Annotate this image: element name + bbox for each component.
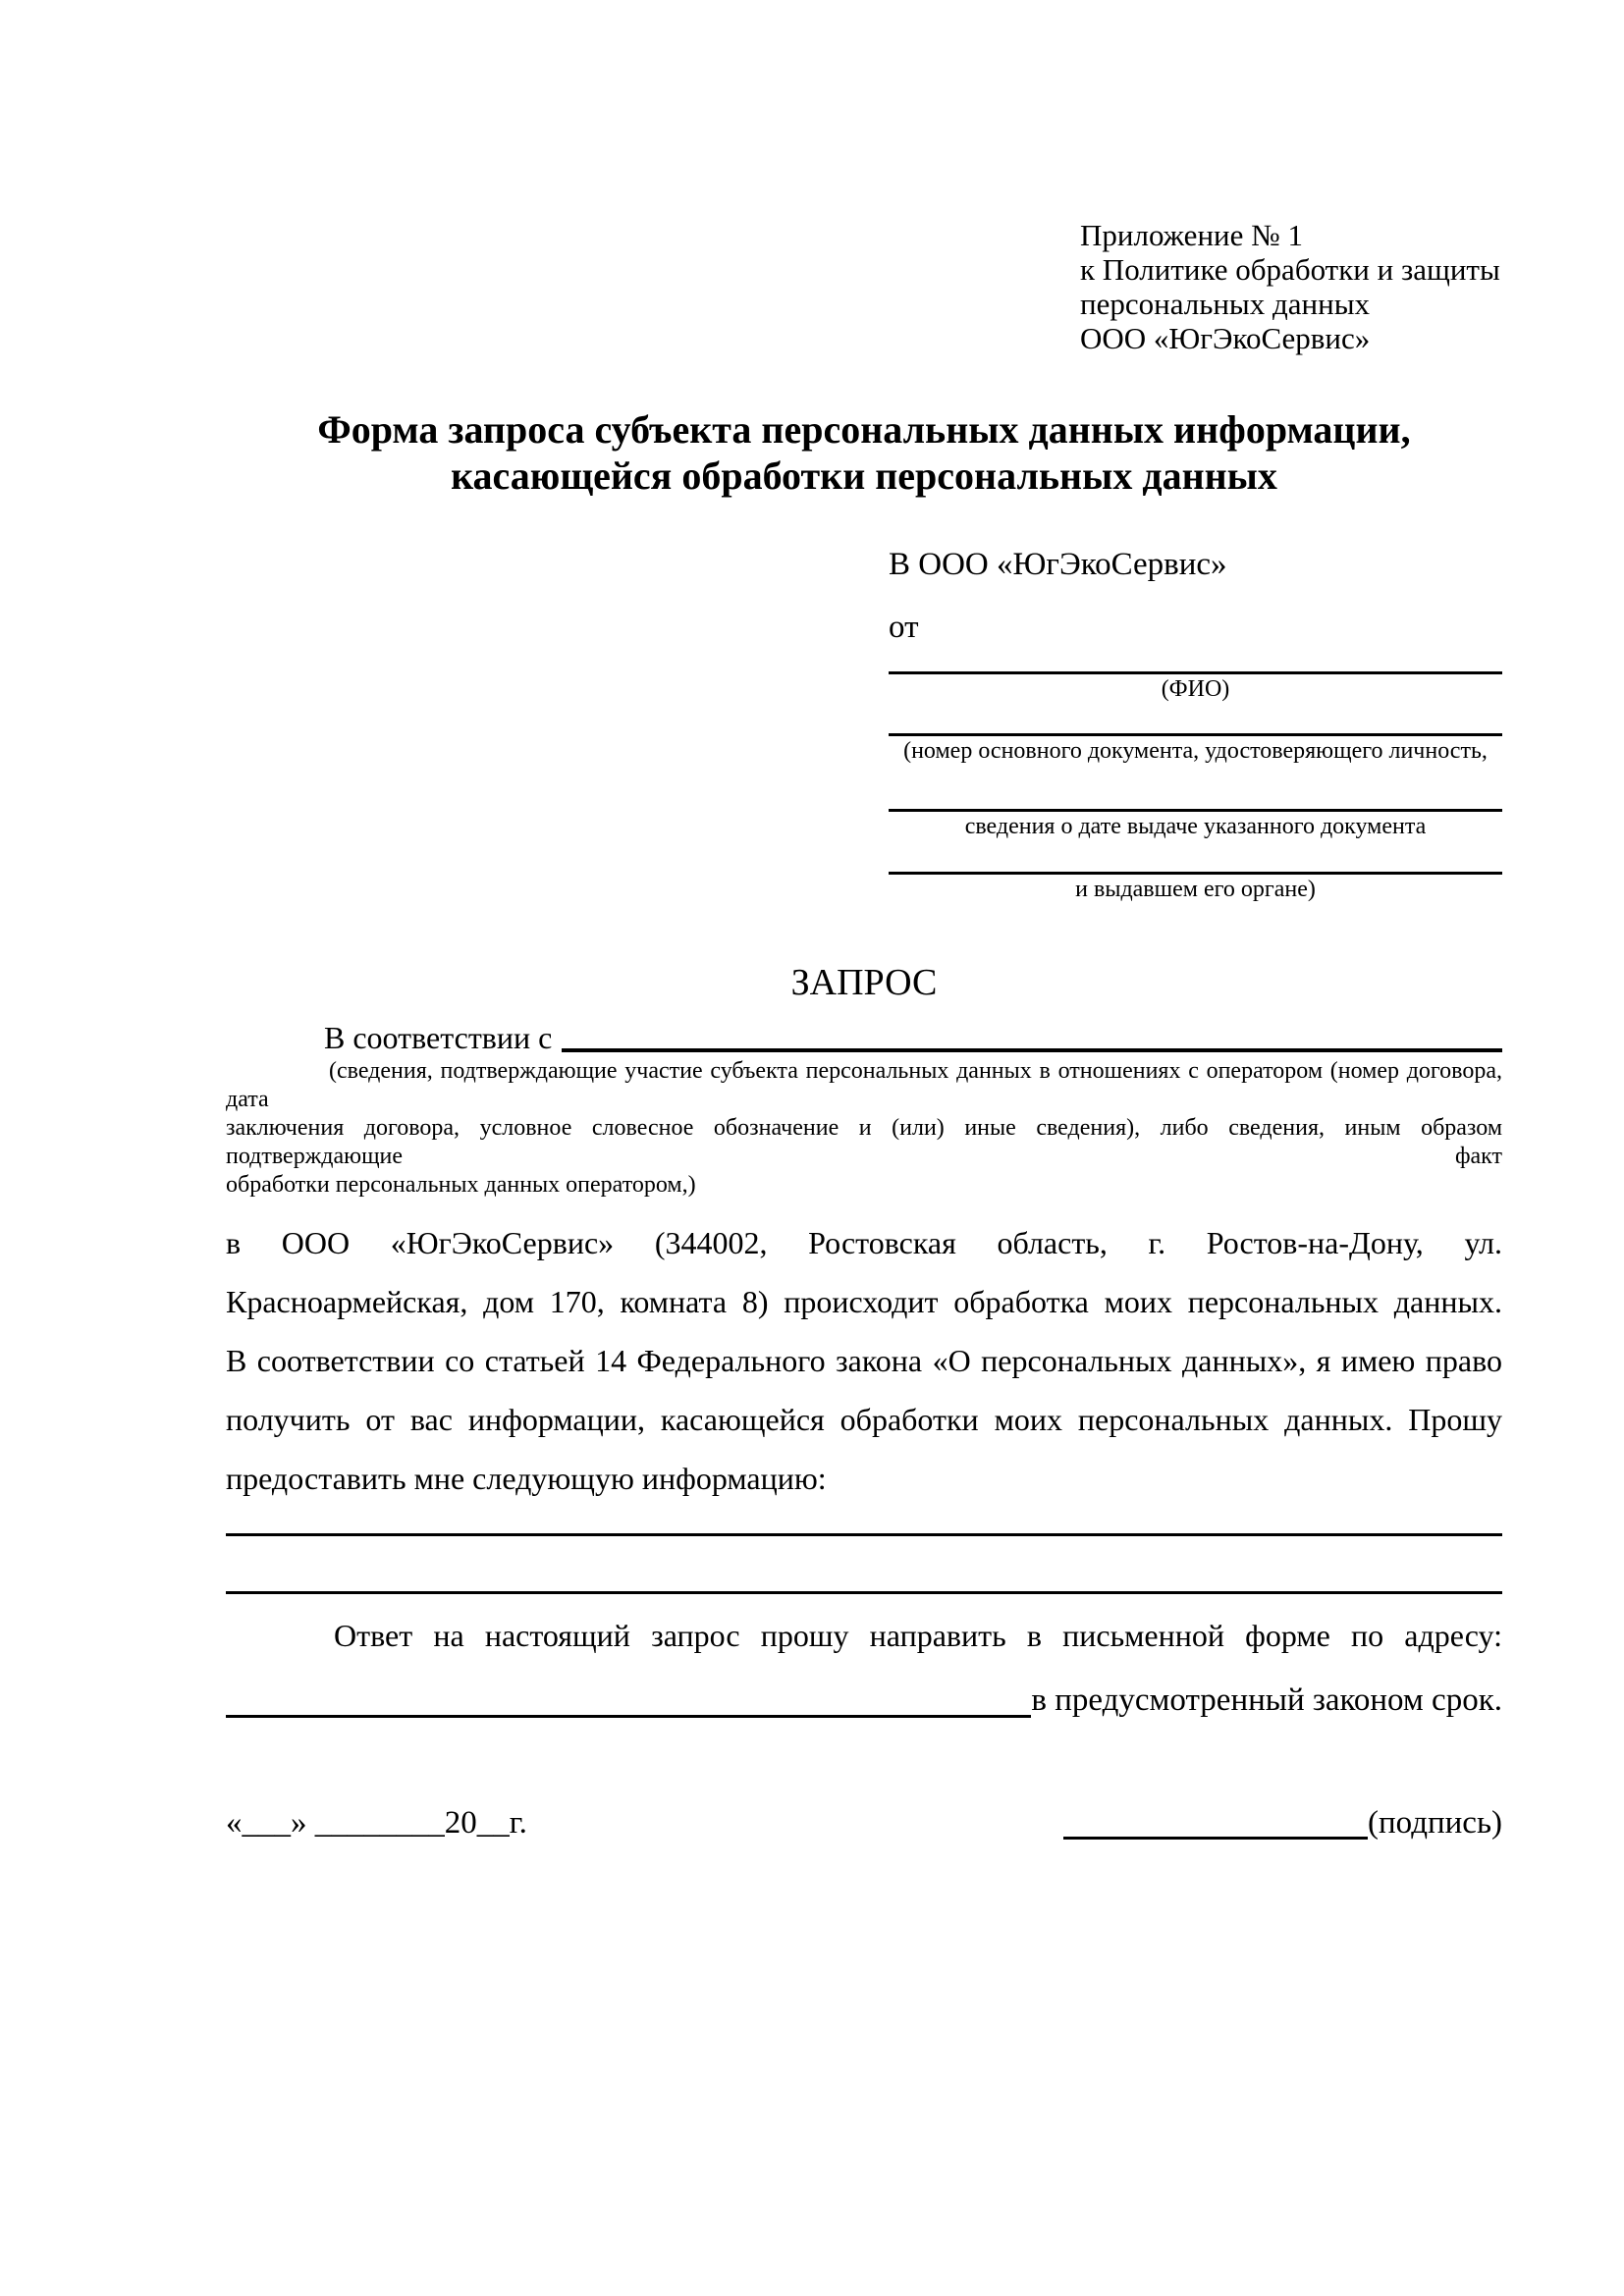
request-body-line: получить от вас информации, касающейся обработки моих персональных данных. Прошу: [226, 1402, 1502, 1437]
appendix-header-line: персональных данных: [1080, 287, 1371, 321]
addressee-from: от: [889, 610, 919, 645]
issuing-authority-blank-line: [889, 841, 1502, 875]
reply-address-blank-line: [226, 1677, 1031, 1718]
signature-row: [226, 1798, 1502, 1847]
answer-blank-line-2: [226, 1536, 1502, 1594]
appendix-header-line: Приложение № 1: [1080, 218, 1303, 252]
reply-address-row: [226, 1677, 1502, 1724]
lead-in-caption-line: обработки персональных данных оператором,): [226, 1172, 696, 1198]
answer-blank-line-1: [226, 1508, 1502, 1536]
signature-caption: (подпись): [1368, 1805, 1502, 1841]
issue-date-blank-line: [889, 766, 1502, 812]
lead-in-caption-line: заключения договора, условное словесное обозначение и (или) иные сведения), либо сведения, иным образом подтверждающие факт: [226, 1115, 1502, 1169]
request-body-line: В соответствии со статьей 14 Федерального закона «О персональных данных», я имею право: [226, 1343, 1502, 1378]
form-title-line-2: касающейся обработки персональных данных: [451, 454, 1277, 498]
lead-in-caption-line: (сведения, подтверждающие участие субъекта персональных данных в отношениях с оператором (номер договора, дата: [226, 1058, 1502, 1112]
lead-in-row: [226, 1018, 1502, 1057]
signature-blank-line: [1063, 1837, 1368, 1840]
request-heading: ЗАПРОС: [790, 962, 938, 1003]
signature-row-spacer: [527, 1798, 1063, 1847]
issue-date-caption: сведения о дате выдаче указанного документа: [964, 814, 1427, 839]
appendix-header: [1080, 218, 1502, 355]
date-blank-line: «___» ________20__г.: [226, 1805, 527, 1841]
lead-in-blank-line: [562, 1018, 1502, 1052]
form-title-line-1: Форма запроса субъекта персональных данных информации,: [317, 407, 1411, 452]
appendix-header-line: ООО «ЮгЭкоСервис»: [1080, 321, 1371, 355]
request-body-line: Красноармейская, дом 170, комната 8) происходит обработка моих персональных данных.: [226, 1284, 1502, 1319]
addressee-to: В ООО «ЮгЭкоСервис»: [889, 547, 1227, 582]
reply-suffix-text: в предусмотренный законом срок.: [1031, 1682, 1502, 1718]
fio-blank-line: [889, 648, 1502, 674]
request-body: [226, 1213, 1502, 1508]
addressee-block: [889, 544, 1502, 904]
fio-caption: (ФИО): [1161, 676, 1230, 702]
reply-request-line: Ответ на настоящий запрос прошу направить в письменной форме по адресу:: [334, 1618, 1502, 1653]
appendix-header-line: к Политике обработки и защиты: [1080, 252, 1500, 287]
issuing-authority-caption: и выдавшем его органе): [1075, 877, 1316, 902]
request-body-line: предоставить мне следующую информацию:: [226, 1461, 827, 1496]
lead-in-caption: [226, 1057, 1502, 1200]
form-title: [226, 406, 1502, 499]
lead-in-text: В соответствии с: [324, 1020, 553, 1055]
request-body-line: в ООО «ЮгЭкоСервис» (344002, Ростовская область, г. Ростов-на-Дону, ул.: [226, 1225, 1502, 1260]
id-document-blank-line: [889, 704, 1502, 736]
id-document-caption: (номер основного документа, удостоверяющего личность,: [903, 738, 1488, 764]
